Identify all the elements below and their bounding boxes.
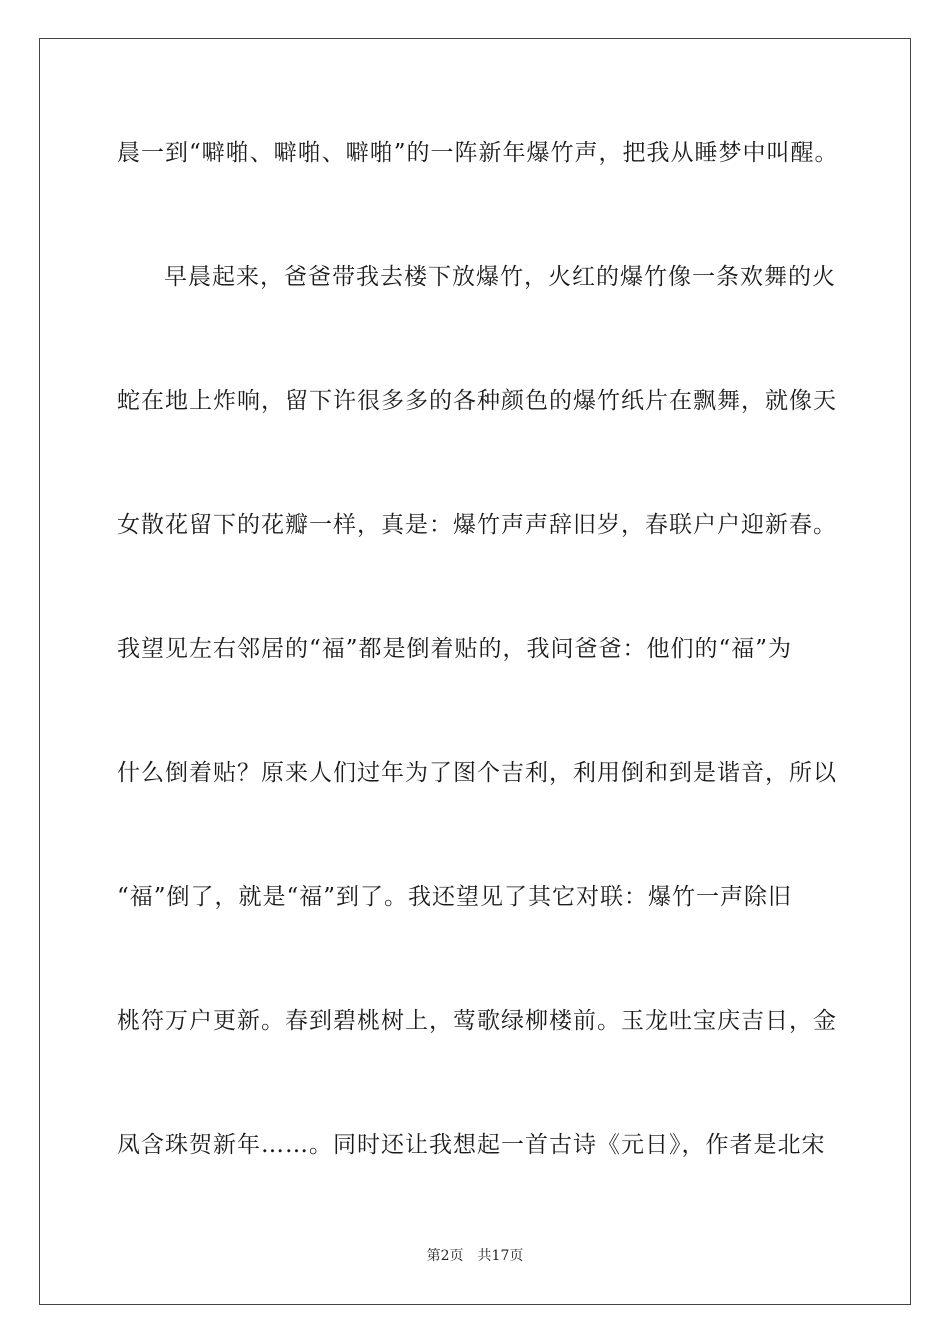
body-text-line: 晨一到“噼啪、噼啪、噼啪”的一阵新年爆竹声，把我从睡梦中叫醒。: [117, 140, 839, 166]
body-text-line: 桃符万户更新。春到碧桃树上，莺歌绿柳楼前。玉龙吐宝庆吉日，金: [117, 1008, 837, 1034]
page-border: [39, 38, 911, 1305]
body-text-line: 女散花留下的花瓣一样，真是：爆竹声声辞旧岁，春联户户迎新春。: [117, 512, 837, 538]
paragraph-first-line: 早晨起来，爸爸带我去楼下放爆竹，火红的爆竹像一条欢舞的火: [164, 264, 836, 290]
page-number: 第2页: [426, 1248, 464, 1264]
page-total: 共17页: [477, 1248, 524, 1264]
page-footer: [0, 1247, 950, 1265]
body-text-line: 我望见左右邻居的“福”都是倒着贴的，我问爸爸：他们的“福”为: [117, 636, 793, 662]
body-text-line: “福”倒了，就是“福”到了。我还望见了其它对联：爆竹一声除旧: [117, 884, 793, 910]
body-text-line: 凤含珠贺新年……。同时还让我想起一首古诗《元日》，作者是北宋: [117, 1132, 826, 1158]
body-text-line: 蛇在地上炸响，留下许很多多的各种颜色的爆竹纸片在飘舞，就像天: [117, 388, 837, 414]
body-text-line: 什么倒着贴？原来人们过年为了图个吉利，利用倒和到是谐音，所以: [117, 760, 837, 786]
